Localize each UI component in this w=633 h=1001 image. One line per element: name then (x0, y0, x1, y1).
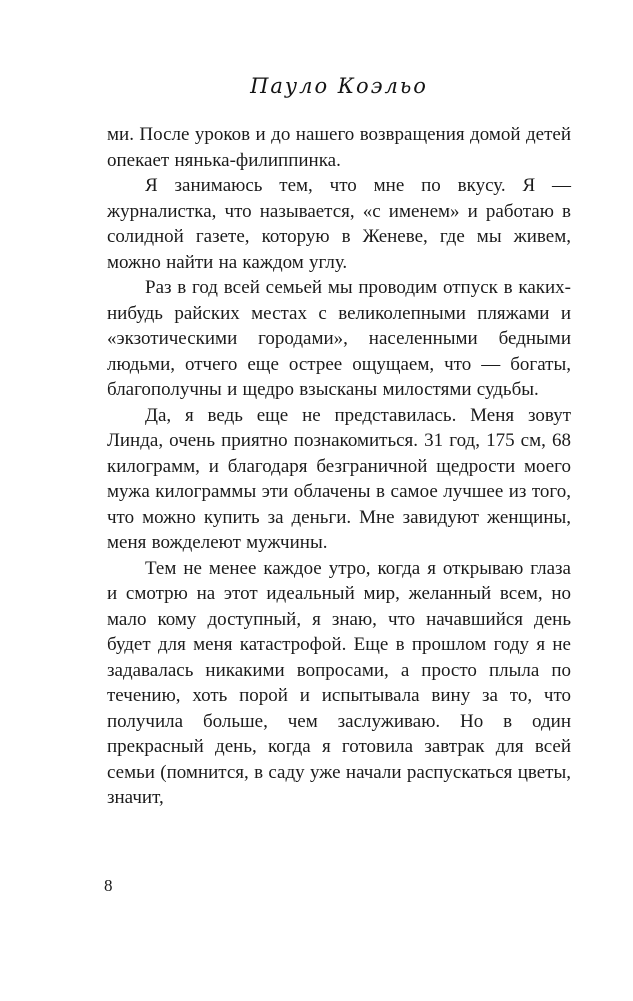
paragraph-5: Тем не менее каждое утро, когда я открываю глаза и смотрю на этот идеальный мир, желанный всем, но мало кому доступный, я знаю, что начавшийся день будет для меня катастрофой. Еще в прошлом году я не задавалась никакими вопросами, а просто плыла по течению, хоть порой и испытывала вину за то, что получила больше, чем заслуживаю. Но в один прекрасный день, когда я готовила завтрак для всей семьи (помнится, в саду уже начали распускаться цветы, значит, (107, 557, 571, 808)
paragraph-4: Да, я ведь еще не представилась. Меня зовут Линда, очень приятно познакомиться. 31 год, 175 см, 68 килограмм, и благодаря безграничной щедрости моего мужа килограммы эти облачены в самое лучшее из того, что можно купить за деньги. Мне завидуют женщины, меня вожделеют мужчины. (107, 404, 571, 553)
paragraph-1: ми. После уроков и до нашего возвращения домой детей опекает нянька-филиппинка. (107, 124, 571, 171)
paragraph-2: Я занимаюсь тем, что мне по вкусу. Я — журналистка, что называется, «с именем» и работаю в солидной газете, которую в Женеве, где мы живем, можно найти на каждом углу. (107, 175, 571, 273)
page-body-text (107, 122, 571, 811)
running-header-author: Пауло Коэльо (250, 74, 428, 98)
page-number: 8 (104, 876, 113, 895)
paragraph-3: Раз в год всей семьей мы проводим отпуск в каких-нибудь райских местах с великолепными пляжами и «экзотическими городами», населенными бедными людьми, отчего еще острее ощущаем, что — богаты, благополучны и щедро взысканы милостями судьбы. (107, 277, 571, 400)
